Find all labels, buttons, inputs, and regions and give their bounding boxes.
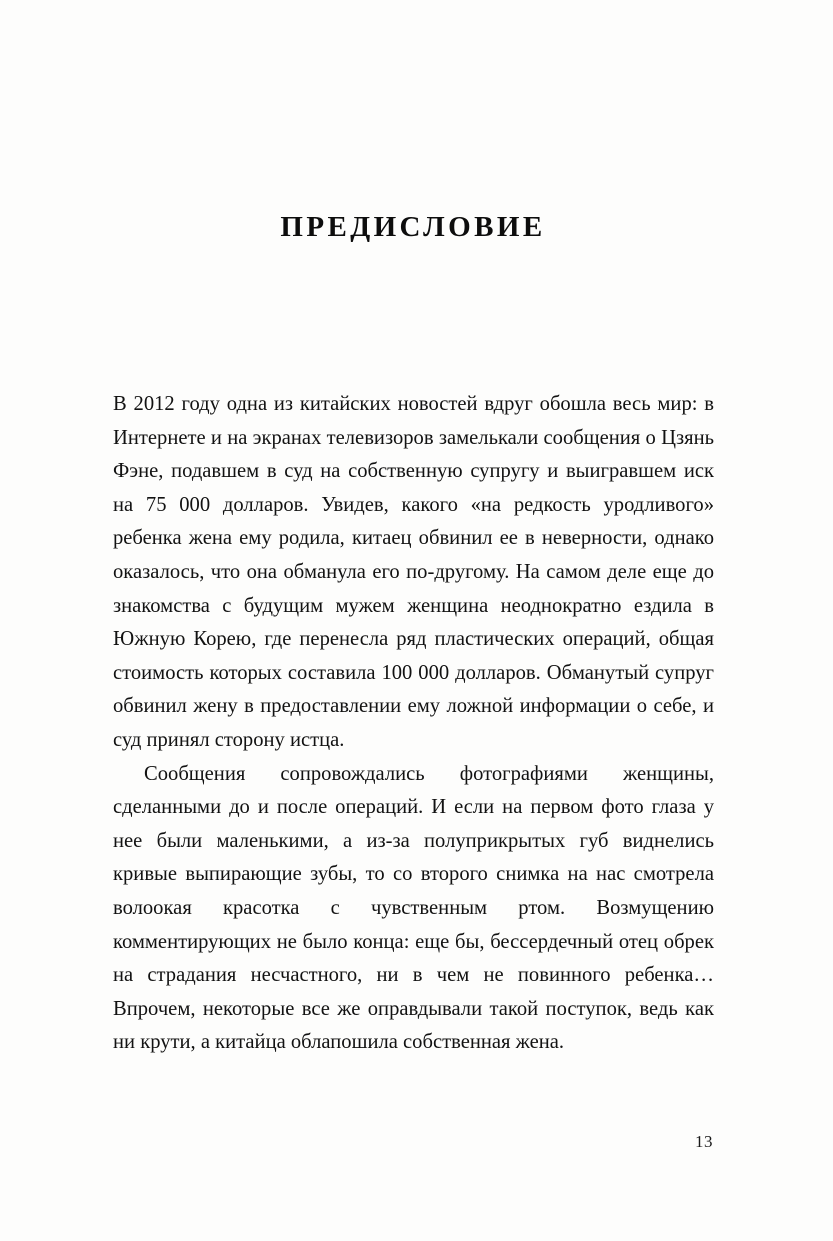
body-text-block [113, 388, 714, 1060]
page-content-area [113, 0, 713, 1241]
paragraph-1: В 2012 году одна из китайских новостей вдруг обошла весь мир: в Интернете и на экранах телевизоров замелькали сообщения о Цзянь Фэне, подавшем в суд на собственную супругу и выигравшем иск на 75 000 долларов. Увидев, какого «на редкость уродливого» ребенка жена ему родила, китаец обвинил ее в неверности, однако оказалось, что она обманула его по-другому. На самом деле еще до знакомства с будущим мужем женщина неоднократно ездила в Южную Корею, где перенесла ряд пластических операций, общая стоимость которых составила 100 000 долларов. Обманутый супруг обвинил жену в предоставлении ему ложной информации о себе, и суд принял сторону истца. [113, 393, 714, 751]
paragraph-2: Сообщения сопровождались фотографиями женщины, сделанными до и после операций. И если на первом фото глаза у нее были маленькими, а из-за полуприкрытых губ виднелись кривые выпирающие зубы, то со второго снимка на нас смотрела волоокая красотка с чувственным ртом. Возмущению комментирующих не было конца: еще бы, бессердечный отец обрек на страдания несчастного, ни в чем не повинного ребенка… Впрочем, некоторые все же оправдывали такой поступок, ведь как ни крути, а китайца облапошила собственная жена. [113, 762, 714, 1054]
page-number: 13 [695, 1132, 713, 1151]
chapter-title: ПРЕДИСЛОВИЕ [280, 211, 546, 244]
